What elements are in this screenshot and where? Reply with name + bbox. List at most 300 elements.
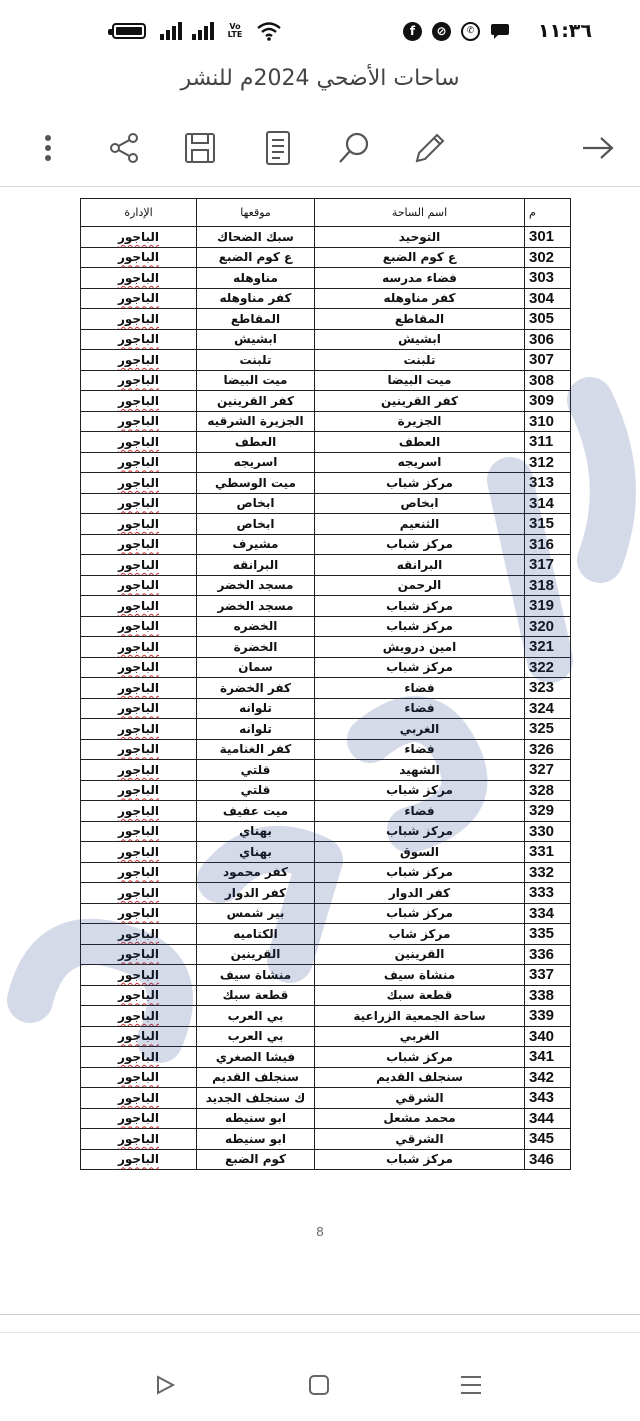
- back-icon[interactable]: [148, 1368, 182, 1402]
- admin-text: الباجور: [117, 250, 160, 265]
- row-name: مركز شباب: [315, 821, 525, 842]
- table-row: [81, 719, 571, 740]
- admin-text: الباجور: [117, 1008, 160, 1023]
- table-row: [81, 883, 571, 904]
- row-number: 306: [525, 329, 571, 350]
- header-admin: الإدارة: [81, 199, 197, 227]
- row-location: الجزيرة الشرقيه: [197, 411, 315, 432]
- row-number: 334: [525, 903, 571, 924]
- row-name: سنجلف القديم: [315, 1067, 525, 1088]
- table-row: [81, 862, 571, 883]
- page-divider: [0, 1314, 640, 1315]
- row-name: فضاء مدرسه: [315, 268, 525, 289]
- admin-text: الباجور: [117, 1029, 160, 1044]
- admin-text: الباجور: [117, 1090, 160, 1105]
- row-admin: [81, 883, 197, 904]
- row-location: قلتي: [197, 760, 315, 781]
- search-icon[interactable]: [334, 128, 374, 168]
- row-number: 330: [525, 821, 571, 842]
- admin-text: الباجور: [117, 229, 160, 244]
- row-admin: [81, 801, 197, 822]
- table-row: [81, 739, 571, 760]
- row-name: مركز شاب: [315, 924, 525, 945]
- row-name: تلبنت: [315, 350, 525, 371]
- navigation-bar: [0, 1360, 640, 1408]
- row-admin: [81, 985, 197, 1006]
- row-location: كفر الغنامية: [197, 739, 315, 760]
- toolbar: [0, 120, 640, 176]
- row-location: كفر الدوار: [197, 883, 315, 904]
- row-location: الخضرة: [197, 637, 315, 658]
- row-admin: [81, 678, 197, 699]
- table-row: [81, 309, 571, 330]
- row-location: القرينين: [197, 944, 315, 965]
- row-name: الجزيرة: [315, 411, 525, 432]
- row-admin: [81, 493, 197, 514]
- row-admin: [81, 616, 197, 637]
- row-name: قطعة سبك: [315, 985, 525, 1006]
- table-row: [81, 411, 571, 432]
- row-number: 345: [525, 1129, 571, 1150]
- row-admin: [81, 555, 197, 576]
- admin-text: الباجور: [117, 475, 160, 490]
- admin-text: الباجور: [117, 947, 160, 962]
- row-number: 333: [525, 883, 571, 904]
- row-location: بي العرب: [197, 1006, 315, 1027]
- admin-text: الباجور: [117, 393, 160, 408]
- row-location: كوم الضبع: [197, 1149, 315, 1170]
- table-body: [81, 227, 571, 1170]
- app-icon: ⊘: [432, 22, 451, 41]
- row-name: فضاء: [315, 801, 525, 822]
- row-name: مركز شباب: [315, 903, 525, 924]
- row-name: الشرقي: [315, 1129, 525, 1150]
- row-location: ابخاص: [197, 493, 315, 514]
- row-location: سنجلف القديم: [197, 1067, 315, 1088]
- row-admin: [81, 1047, 197, 1068]
- row-location: ميت الوسطي: [197, 473, 315, 494]
- row-number: 335: [525, 924, 571, 945]
- row-admin: [81, 1006, 197, 1027]
- signal-icon: [160, 22, 182, 40]
- table-row: [81, 1108, 571, 1129]
- row-name: فضاء: [315, 678, 525, 699]
- whatsapp-icon: ✆: [461, 22, 480, 41]
- wifi-icon: [256, 21, 282, 41]
- admin-text: الباجور: [117, 434, 160, 449]
- row-location: سمان: [197, 657, 315, 678]
- row-number: 329: [525, 801, 571, 822]
- row-admin: [81, 596, 197, 617]
- row-admin: [81, 1129, 197, 1150]
- row-name: الغربي: [315, 1026, 525, 1047]
- admin-text: الباجور: [117, 455, 160, 470]
- admin-text: الباجور: [117, 701, 160, 716]
- row-number: 307: [525, 350, 571, 371]
- table-row: [81, 432, 571, 453]
- chat-icon: [490, 22, 510, 40]
- row-location: سبك الضحاك: [197, 227, 315, 248]
- document-icon[interactable]: [258, 128, 298, 168]
- admin-text: الباجور: [117, 619, 160, 634]
- admin-text: الباجور: [117, 844, 160, 859]
- row-admin: [81, 862, 197, 883]
- status-right: [403, 20, 592, 42]
- row-name: ساحة الجمعية الزراعية: [315, 1006, 525, 1027]
- row-number: 323: [525, 678, 571, 699]
- row-name: كفر الدوار: [315, 883, 525, 904]
- row-name: الثنعيم: [315, 514, 525, 535]
- row-name: المقاطع: [315, 309, 525, 330]
- row-name: القرينين: [315, 944, 525, 965]
- row-location: تلبنت: [197, 350, 315, 371]
- row-admin: [81, 657, 197, 678]
- header-location: موقعها: [197, 199, 315, 227]
- row-number: 326: [525, 739, 571, 760]
- row-number: 337: [525, 965, 571, 986]
- row-admin: [81, 247, 197, 268]
- row-admin: [81, 842, 197, 863]
- row-admin: [81, 1108, 197, 1129]
- row-admin: [81, 329, 197, 350]
- table-row: [81, 1088, 571, 1109]
- row-name: اسريجه: [315, 452, 525, 473]
- row-number: 338: [525, 985, 571, 1006]
- admin-text: الباجور: [117, 270, 160, 285]
- row-number: 343: [525, 1088, 571, 1109]
- row-number: 342: [525, 1067, 571, 1088]
- table-row: [81, 514, 571, 535]
- row-location: الخضره: [197, 616, 315, 637]
- table-row: [81, 616, 571, 637]
- admin-text: الباجور: [117, 762, 160, 777]
- document-title: ساحات الأضحي 2024م للنشر: [180, 66, 460, 91]
- row-location: ابو سنيطه: [197, 1129, 315, 1150]
- admin-text: الباجور: [117, 496, 160, 511]
- admin-text: الباجور: [117, 639, 160, 654]
- row-admin: [81, 514, 197, 535]
- row-admin: [81, 268, 197, 289]
- table-row: [81, 391, 571, 412]
- table-row: [81, 227, 571, 248]
- edit-icon[interactable]: [410, 128, 450, 168]
- row-location: الكتاميه: [197, 924, 315, 945]
- row-admin: [81, 719, 197, 740]
- row-name: التوحيد: [315, 227, 525, 248]
- facebook-icon: f: [403, 22, 422, 41]
- row-number: 344: [525, 1108, 571, 1129]
- row-name: كفر مناوهله: [315, 288, 525, 309]
- row-location: قلتي: [197, 780, 315, 801]
- row-number: 346: [525, 1149, 571, 1170]
- row-location: ميت البيضا: [197, 370, 315, 391]
- row-name: العطف: [315, 432, 525, 453]
- row-name: البرانقه: [315, 555, 525, 576]
- row-name: مركز شباب: [315, 1047, 525, 1068]
- table-row: [81, 370, 571, 391]
- table-row: [81, 1067, 571, 1088]
- header-name: اسم الساحة: [315, 199, 525, 227]
- row-location: العطف: [197, 432, 315, 453]
- admin-text: الباجور: [117, 1111, 160, 1126]
- admin-text: الباجور: [117, 1152, 160, 1167]
- row-location: ابخاص: [197, 514, 315, 535]
- row-location: ابشيش: [197, 329, 315, 350]
- admin-text: الباجور: [117, 352, 160, 367]
- clock: ١١:٣٦: [538, 20, 592, 42]
- table-row: [81, 1047, 571, 1068]
- row-number: 322: [525, 657, 571, 678]
- admin-text: الباجور: [117, 557, 160, 572]
- signal-icon: [192, 22, 214, 40]
- row-location: تلوانه: [197, 698, 315, 719]
- row-location: ك سنجلف الجديد: [197, 1088, 315, 1109]
- save-icon[interactable]: [180, 128, 220, 168]
- admin-text: الباجور: [117, 721, 160, 736]
- row-name: الرحمن: [315, 575, 525, 596]
- row-location: مسجد الخضر: [197, 596, 315, 617]
- row-location: كفر القرينين: [197, 391, 315, 412]
- row-admin: [81, 780, 197, 801]
- admin-text: الباجور: [117, 803, 160, 818]
- table-row: [81, 780, 571, 801]
- table-row: [81, 698, 571, 719]
- row-admin: [81, 944, 197, 965]
- data-table: [80, 198, 571, 1170]
- table-row: [81, 534, 571, 555]
- table-row: [81, 801, 571, 822]
- row-number: 304: [525, 288, 571, 309]
- row-location: ع كوم الضبع: [197, 247, 315, 268]
- row-admin: [81, 1088, 197, 1109]
- row-number: 314: [525, 493, 571, 514]
- row-number: 305: [525, 309, 571, 330]
- row-admin: [81, 1067, 197, 1088]
- table-header-row: [81, 199, 571, 227]
- header-num: م: [525, 199, 571, 227]
- row-number: 328: [525, 780, 571, 801]
- table-row: [81, 965, 571, 986]
- row-location: بهناي: [197, 842, 315, 863]
- admin-text: الباجور: [117, 332, 160, 347]
- row-name: مركز شباب: [315, 1149, 525, 1170]
- row-number: 318: [525, 575, 571, 596]
- row-name: الشهيد: [315, 760, 525, 781]
- row-location: كفر محمود: [197, 862, 315, 883]
- admin-text: الباجور: [117, 865, 160, 880]
- row-name: ابخاص: [315, 493, 525, 514]
- row-number: 308: [525, 370, 571, 391]
- row-name: امين درويش: [315, 637, 525, 658]
- row-location: كفر مناوهله: [197, 288, 315, 309]
- row-number: 340: [525, 1026, 571, 1047]
- row-name: مركز شباب: [315, 534, 525, 555]
- row-location: ابو سنيطه: [197, 1108, 315, 1129]
- row-location: البرانقه: [197, 555, 315, 576]
- table-row: [81, 924, 571, 945]
- admin-text: الباجور: [117, 537, 160, 552]
- recents-icon[interactable]: [454, 1368, 488, 1402]
- row-admin: [81, 965, 197, 986]
- table-row: [81, 678, 571, 699]
- admin-text: الباجور: [117, 967, 160, 982]
- admin-text: الباجور: [117, 291, 160, 306]
- table-row: [81, 903, 571, 924]
- admin-text: الباجور: [117, 742, 160, 757]
- row-location: قطعة سبك: [197, 985, 315, 1006]
- row-name: ميت البيضا: [315, 370, 525, 391]
- home-icon[interactable]: [302, 1368, 336, 1402]
- row-admin: [81, 575, 197, 596]
- table-row: [81, 329, 571, 350]
- row-admin: [81, 452, 197, 473]
- table-row: [81, 985, 571, 1006]
- table-row: [81, 575, 571, 596]
- row-name: فضاء: [315, 739, 525, 760]
- table-row: [81, 268, 571, 289]
- table-row: [81, 288, 571, 309]
- row-admin: [81, 903, 197, 924]
- row-number: 321: [525, 637, 571, 658]
- admin-text: الباجور: [117, 824, 160, 839]
- page-number: 8: [316, 1224, 324, 1239]
- table-row: [81, 555, 571, 576]
- row-name: منشاة سيف: [315, 965, 525, 986]
- admin-text: الباجور: [117, 578, 160, 593]
- volte-icon: Vo LTE: [227, 22, 243, 39]
- table-row: [81, 350, 571, 371]
- row-number: 331: [525, 842, 571, 863]
- row-number: 336: [525, 944, 571, 965]
- row-location: بهناي: [197, 821, 315, 842]
- row-location: مسجد الخضر: [197, 575, 315, 596]
- row-admin: [81, 760, 197, 781]
- row-admin: [81, 473, 197, 494]
- table-row: [81, 760, 571, 781]
- row-number: 316: [525, 534, 571, 555]
- table-row: [81, 1129, 571, 1150]
- row-location: المقاطع: [197, 309, 315, 330]
- row-admin: [81, 739, 197, 760]
- row-admin: [81, 391, 197, 412]
- admin-text: الباجور: [117, 885, 160, 900]
- admin-text: الباجور: [117, 414, 160, 429]
- row-name: كفر القرينين: [315, 391, 525, 412]
- row-number: 310: [525, 411, 571, 432]
- page-divider: [0, 1332, 640, 1333]
- table-row: [81, 1149, 571, 1170]
- admin-text: الباجور: [117, 988, 160, 1003]
- row-name: مركز شباب: [315, 657, 525, 678]
- row-number: 325: [525, 719, 571, 740]
- row-admin: [81, 1149, 197, 1170]
- admin-text: الباجور: [117, 1049, 160, 1064]
- row-number: 311: [525, 432, 571, 453]
- table-row: [81, 1026, 571, 1047]
- row-number: 302: [525, 247, 571, 268]
- row-location: بي العرب: [197, 1026, 315, 1047]
- row-number: 313: [525, 473, 571, 494]
- row-admin: [81, 534, 197, 555]
- table-row: [81, 944, 571, 965]
- row-number: 312: [525, 452, 571, 473]
- admin-text: الباجور: [117, 311, 160, 326]
- row-name: محمد مشعل: [315, 1108, 525, 1129]
- battery-icon: [112, 23, 146, 39]
- row-location: مناوهله: [197, 268, 315, 289]
- row-number: 327: [525, 760, 571, 781]
- row-admin: [81, 350, 197, 371]
- row-name: مركز شباب: [315, 616, 525, 637]
- row-number: 301: [525, 227, 571, 248]
- toolbar-divider: [0, 186, 640, 187]
- table-row: [81, 473, 571, 494]
- row-admin: [81, 1026, 197, 1047]
- row-name: مركز شباب: [315, 596, 525, 617]
- admin-text: الباجور: [117, 680, 160, 695]
- row-admin: [81, 432, 197, 453]
- row-name: الشرقي: [315, 1088, 525, 1109]
- row-location: مشيرف: [197, 534, 315, 555]
- row-number: 339: [525, 1006, 571, 1027]
- row-name: ع كوم الضبع: [315, 247, 525, 268]
- status-bar: [0, 0, 640, 62]
- admin-text: الباجور: [117, 516, 160, 531]
- admin-text: الباجور: [117, 598, 160, 613]
- admin-text: الباجور: [117, 783, 160, 798]
- row-admin: [81, 309, 197, 330]
- admin-text: الباجور: [117, 906, 160, 921]
- row-location: بير شمس: [197, 903, 315, 924]
- share-icon[interactable]: [104, 128, 144, 168]
- table-row: [81, 821, 571, 842]
- admin-text: الباجور: [117, 373, 160, 388]
- row-admin: [81, 698, 197, 719]
- row-number: 320: [525, 616, 571, 637]
- row-number: 319: [525, 596, 571, 617]
- row-number: 332: [525, 862, 571, 883]
- admin-text: الباجور: [117, 1131, 160, 1146]
- row-location: كفر الخضرة: [197, 678, 315, 699]
- row-name: ابشيش: [315, 329, 525, 350]
- row-location: منشاة سيف: [197, 965, 315, 986]
- row-location: ميت عفيف: [197, 801, 315, 822]
- row-admin: [81, 227, 197, 248]
- row-name: الغربي: [315, 719, 525, 740]
- admin-text: الباجور: [117, 926, 160, 941]
- row-admin: [81, 370, 197, 391]
- row-admin: [81, 288, 197, 309]
- row-number: 324: [525, 698, 571, 719]
- table-row: [81, 1006, 571, 1027]
- row-number: 317: [525, 555, 571, 576]
- row-name: مركز شباب: [315, 862, 525, 883]
- row-admin: [81, 924, 197, 945]
- row-name: مركز شباب: [315, 473, 525, 494]
- row-number: 303: [525, 268, 571, 289]
- table-row: [81, 657, 571, 678]
- row-number: 309: [525, 391, 571, 412]
- forward-icon[interactable]: [578, 128, 618, 168]
- table-row: [81, 493, 571, 514]
- admin-text: الباجور: [117, 1070, 160, 1085]
- document-page: [80, 198, 570, 1170]
- row-name: فضاء: [315, 698, 525, 719]
- table-row: [81, 452, 571, 473]
- row-number: 341: [525, 1047, 571, 1068]
- row-admin: [81, 821, 197, 842]
- more-icon[interactable]: [28, 128, 68, 168]
